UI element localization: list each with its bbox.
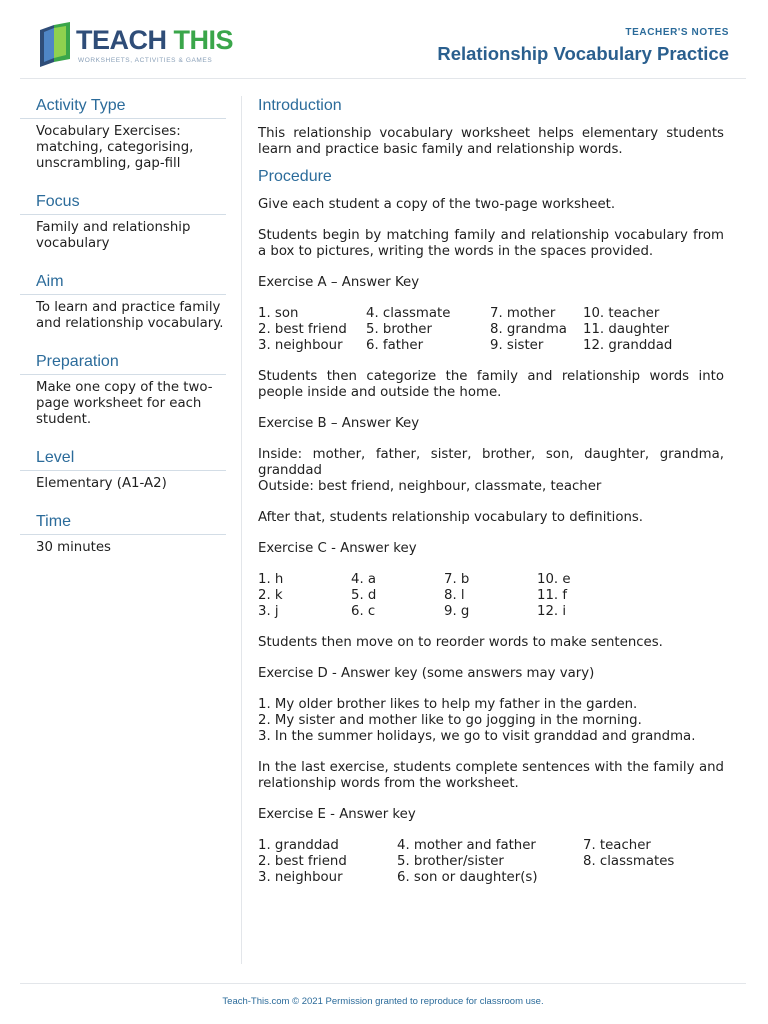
sidebar-aim bbox=[20, 270, 226, 332]
exercise-d-title: Exercise D - Answer key (some answers may vary) bbox=[258, 666, 595, 681]
answer-cell: 5. d bbox=[351, 588, 377, 603]
answer-cell: 4. classmate bbox=[366, 306, 451, 321]
page-title: Relationship Vocabulary Practice bbox=[437, 43, 729, 64]
sidebar-preparation bbox=[20, 350, 226, 428]
sidebar-heading: Preparation bbox=[20, 350, 226, 375]
answer-line: 2. My sister and mother like to go jogging in the morning. bbox=[258, 713, 642, 728]
exercise-b-answer-key bbox=[258, 447, 724, 495]
book-icon bbox=[36, 22, 72, 68]
sidebar-activity-type bbox=[20, 94, 226, 172]
exercise-e-title: Exercise E - Answer key bbox=[258, 807, 416, 822]
answer-cell: 1. son bbox=[258, 306, 299, 321]
table-row bbox=[258, 322, 672, 338]
answer-cell: 5. brother/sister bbox=[397, 854, 504, 869]
answer-cell: 8. l bbox=[444, 588, 465, 603]
exercise-c-answer-key bbox=[258, 572, 571, 620]
answer-cell: 8. classmates bbox=[583, 854, 675, 869]
answer-cell: 4. a bbox=[351, 572, 377, 587]
sidebar-level bbox=[20, 446, 226, 492]
sidebar-text: Family and relationship vocabulary bbox=[36, 220, 191, 251]
sidebar-heading: Activity Type bbox=[20, 94, 226, 119]
introduction-text: This relationship vocabulary worksheet helps elementary students learn and practice basic family and relationship words. bbox=[258, 126, 724, 157]
sidebar-text: Vocabulary Exercises: matching, categorising, unscrambling, gap-fill bbox=[36, 124, 194, 171]
page-header bbox=[20, 0, 746, 79]
main-content bbox=[258, 94, 724, 901]
sidebar-focus bbox=[20, 190, 226, 252]
sidebar-text: To learn and practice family and relationship vocabulary. bbox=[36, 300, 224, 331]
logo-teach: TEACH bbox=[76, 25, 167, 55]
answer-cell: 8. grandma bbox=[490, 322, 567, 337]
table-row bbox=[258, 572, 571, 588]
procedure-heading: Procedure bbox=[258, 168, 332, 185]
exercise-c-title: Exercise C - Answer key bbox=[258, 541, 417, 556]
answer-cell: 12. granddad bbox=[583, 338, 673, 353]
exercise-d-answer-key bbox=[258, 697, 724, 745]
logo-tagline: WORKSHEETS, ACTIVITIES & GAMES bbox=[78, 57, 213, 64]
answer-cell: 2. k bbox=[258, 588, 283, 603]
table-row bbox=[258, 588, 571, 604]
answer-cell: 6. son or daughter(s) bbox=[397, 870, 538, 885]
sidebar-heading: Time bbox=[20, 510, 226, 535]
table-row bbox=[258, 604, 571, 620]
answer-cell: 9. g bbox=[444, 604, 470, 619]
page-footer bbox=[20, 983, 746, 1007]
logo-this: THIS bbox=[173, 25, 234, 55]
procedure-paragraph: Give each student a copy of the two-page worksheet. bbox=[258, 197, 616, 212]
answer-cell: 2. best friend bbox=[258, 854, 347, 869]
answer-cell: 1. h bbox=[258, 572, 284, 587]
exercise-b-outside: Outside: best friend, neighbour, classmate, teacher bbox=[258, 479, 602, 494]
answer-cell: 6. c bbox=[351, 604, 376, 619]
sidebar-heading: Focus bbox=[20, 190, 226, 215]
introduction-heading: Introduction bbox=[258, 97, 342, 114]
teachers-notes-label: TEACHER'S NOTES bbox=[625, 27, 729, 38]
answer-cell: 2. best friend bbox=[258, 322, 347, 337]
answer-cell: 7. mother bbox=[490, 306, 556, 321]
answer-line: 3. In the summer holidays, we go to visit granddad and grandma. bbox=[258, 729, 696, 744]
teach-this-logo[interactable] bbox=[36, 22, 236, 70]
answer-cell: 3. neighbour bbox=[258, 870, 343, 885]
sidebar-text: 30 minutes bbox=[36, 540, 111, 555]
answer-line: 1. My older brother likes to help my father in the garden. bbox=[258, 697, 638, 712]
exercise-a-answer-key bbox=[258, 306, 672, 354]
answer-cell: 4. mother and father bbox=[397, 838, 536, 853]
sidebar-text: Make one copy of the two-page worksheet for each student. bbox=[36, 380, 213, 427]
sidebar-time bbox=[20, 510, 226, 556]
procedure-paragraph: In the last exercise, students complete sentences with the family and relationship words from the worksheet. bbox=[258, 760, 724, 791]
answer-cell: 5. brother bbox=[366, 322, 432, 337]
logo-wordmark bbox=[76, 24, 233, 56]
exercise-e-answer-key bbox=[258, 838, 674, 886]
sidebar bbox=[20, 94, 226, 574]
answer-cell: 9. sister bbox=[490, 338, 544, 353]
table-row bbox=[258, 838, 674, 854]
exercise-a-title: Exercise A – Answer Key bbox=[258, 275, 420, 290]
procedure-paragraph: After that, students relationship vocabulary to definitions. bbox=[258, 510, 644, 525]
footer-copyright: Teach-This.com © 2021 Permission granted to reproduce for classroom use. bbox=[222, 996, 544, 1007]
answer-cell: 3. neighbour bbox=[258, 338, 343, 353]
answer-cell: 10. e bbox=[537, 572, 571, 587]
table-row bbox=[258, 338, 672, 354]
table-row bbox=[258, 306, 672, 322]
column-divider bbox=[241, 96, 242, 964]
answer-cell: 11. f bbox=[537, 588, 568, 603]
answer-cell: 7. teacher bbox=[583, 838, 651, 853]
sidebar-heading: Level bbox=[20, 446, 226, 471]
answer-cell: 12. i bbox=[537, 604, 567, 619]
exercise-b-inside: Inside: mother, father, sister, brother, son, daughter, grandma, granddad bbox=[258, 447, 724, 478]
answer-cell: 3. j bbox=[258, 604, 279, 619]
answer-cell: 10. teacher bbox=[583, 306, 660, 321]
answer-cell: 7. b bbox=[444, 572, 470, 587]
procedure-paragraph: Students begin by matching family and relationship vocabulary from a box to pictures, writing the words in the spaces provided. bbox=[258, 228, 724, 259]
answer-cell bbox=[583, 870, 674, 886]
exercise-b-title: Exercise B – Answer Key bbox=[258, 416, 420, 431]
table-row bbox=[258, 870, 674, 886]
answer-cell: 1. granddad bbox=[258, 838, 339, 853]
sidebar-heading: Aim bbox=[20, 270, 226, 295]
answer-cell: 6. father bbox=[366, 338, 424, 353]
table-row bbox=[258, 854, 674, 870]
procedure-paragraph: Students then move on to reorder words to make sentences. bbox=[258, 635, 663, 650]
procedure-paragraph: Students then categorize the family and relationship words into people inside and outside the home. bbox=[258, 369, 724, 400]
answer-cell: 11. daughter bbox=[583, 322, 670, 337]
sidebar-text: Elementary (A1-A2) bbox=[36, 476, 167, 491]
